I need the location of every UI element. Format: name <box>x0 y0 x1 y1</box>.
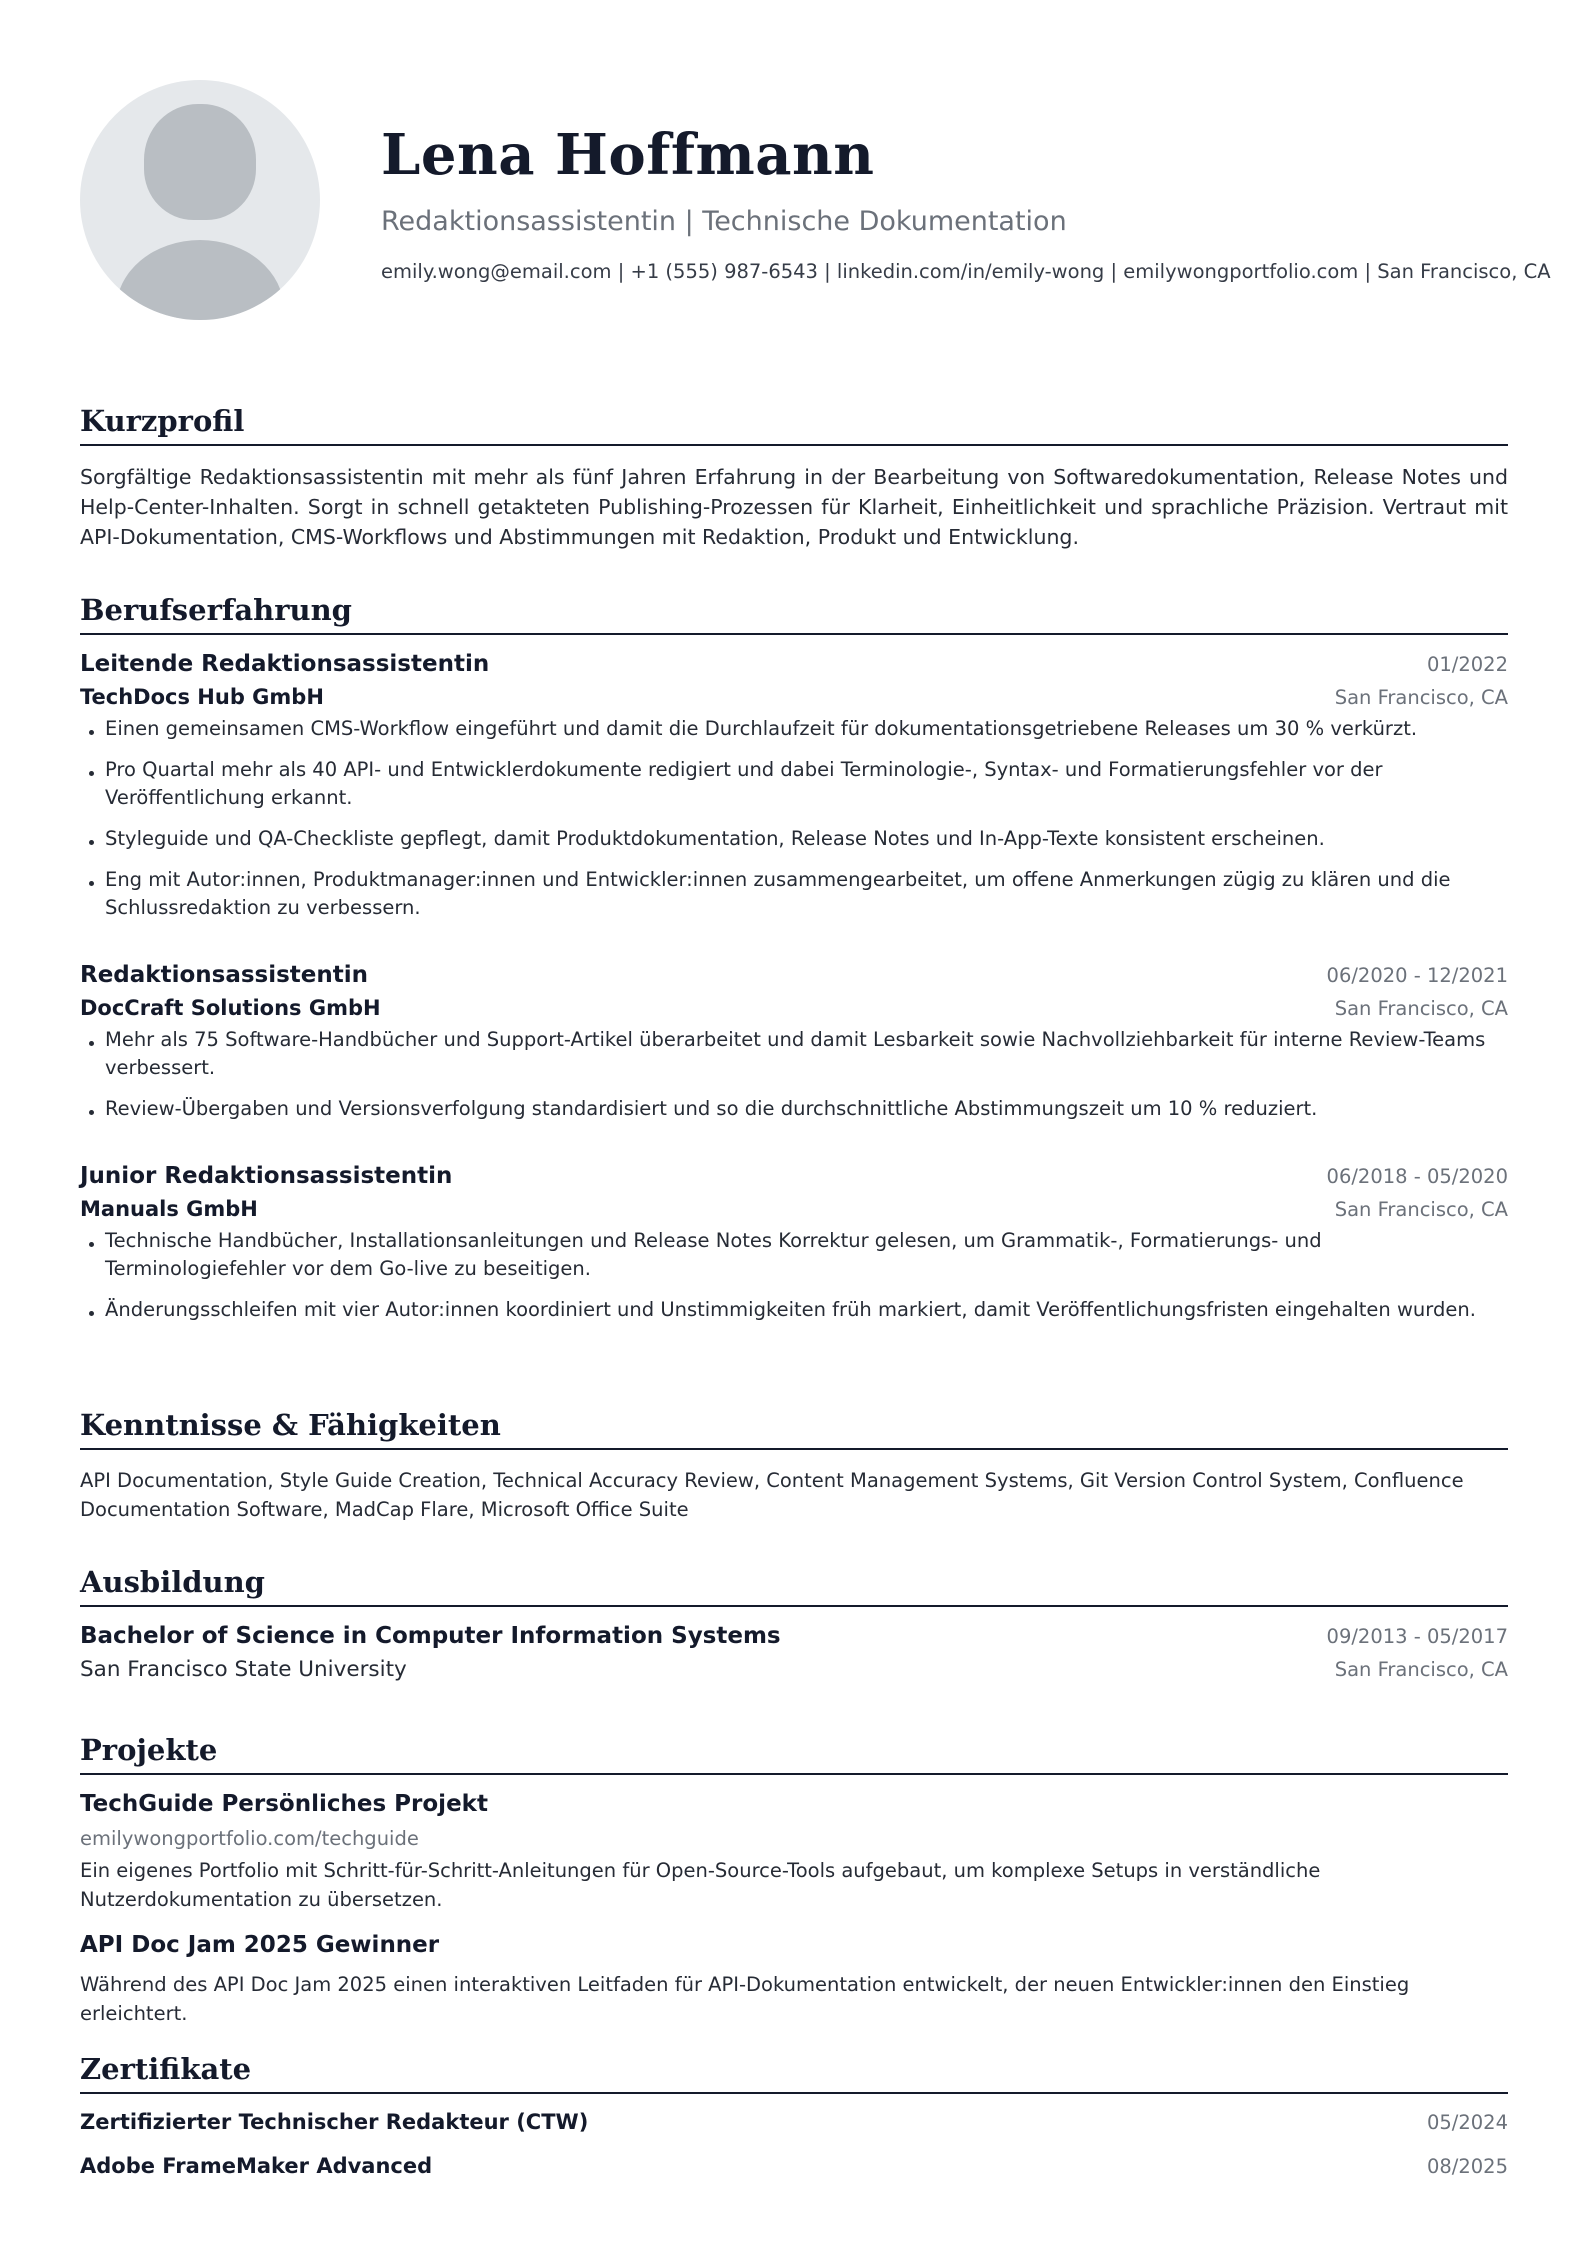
user-silhouette-icon <box>80 80 320 320</box>
job-bullets <box>80 1227 1508 1324</box>
experience-section <box>80 593 1508 1364</box>
project-entry-1 <box>80 1791 1508 1914</box>
job-role: Junior Redaktionsassistentin <box>80 1163 453 1189</box>
candidate-name: Lena Hoffmann <box>381 122 875 188</box>
project-description: Während des API Doc Jam 2025 einen interaktiven Leitfaden für API-Dokumentation entwickelt, der neuen Entwickler:innen den Einstieg erleichtert. <box>80 1973 1410 2025</box>
education-date: 09/2013 - 05/2017 <box>1326 1625 1508 1648</box>
project-link[interactable]: emilywongportfolio.com/techguide <box>80 1827 419 1850</box>
job-bullets <box>80 1026 1508 1123</box>
project-entry-2 <box>80 1932 1508 2028</box>
education-section <box>80 1565 1508 1682</box>
contact-line: emily.wong@email.com | +1 (555) 987-6543 | linkedin.com/in/emily-wong | emilywongportfolio.com | San Francisco, CA <box>381 260 1551 283</box>
projects-heading: Projekte <box>80 1733 1508 1775</box>
job-entry-1 <box>80 651 1508 922</box>
certificate-date: 05/2024 <box>1426 2111 1508 2134</box>
job-bullets <box>80 715 1508 922</box>
certificate-name: Zertifizierter Technischer Redakteur (CTW) <box>80 2110 589 2134</box>
education-school: San Francisco State University <box>80 1657 407 1682</box>
job-bullet: Pro Quartal mehr als 40 API- und Entwicklerdokumente redigiert und dabei Terminologie-, Syntax- und Formatierungsfehler vor der Veröffentlichung erkannt. <box>80 756 1508 812</box>
job-role: Redaktionsassistentin <box>80 962 369 988</box>
job-bullet: Eng mit Autor:innen, Produktmanager:innen und Entwickler:innen zusammengearbeitet, um offene Anmerkungen zügig zu klären und die Schlussredaktion zu verbessern. <box>80 866 1508 922</box>
skills-heading: Kenntnisse & Fähigkeiten <box>80 1408 1508 1450</box>
job-date: 01/2022 <box>1426 653 1508 676</box>
job-company: DocCraft Solutions GmbH <box>80 996 381 1020</box>
job-company: Manuals GmbH <box>80 1197 258 1221</box>
education-location: San Francisco, CA <box>1334 1658 1508 1681</box>
education-heading: Ausbildung <box>80 1565 1508 1607</box>
avatar-head <box>144 104 256 220</box>
job-entry-2 <box>80 962 1508 1123</box>
job-company: TechDocs Hub GmbH <box>80 685 324 709</box>
certificates-section <box>80 2052 1508 2178</box>
projects-section <box>80 1733 1508 2028</box>
job-bullet: Technische Handbücher, Installationsanleitungen und Release Notes Korrektur gelesen, um Grammatik-, Formatierungs- und Terminologiefehler vor dem Go-live zu beseitigen. <box>80 1227 1508 1283</box>
job-bullet: Änderungsschleifen mit vier Autor:innen koordiniert und Unstimmigkeiten früh markiert, damit Veröffentlichungsfristen eingehalten wurden. <box>80 1296 1508 1324</box>
job-date: 06/2020 - 12/2021 <box>1326 964 1508 987</box>
job-bullet: Einen gemeinsamen CMS-Workflow eingeführt und damit die Durchlaufzeit für dokumentationsgetriebene Releases um 30 % verkürzt. <box>80 715 1508 743</box>
job-bullet: Review-Übergaben und Versionsverfolgung standardisiert und so die durchschnittliche Abstimmungszeit um 10 % reduziert. <box>80 1095 1508 1123</box>
summary-section <box>80 404 1508 552</box>
job-location: San Francisco, CA <box>1334 997 1508 1020</box>
skills-section <box>80 1408 1508 1524</box>
job-bullet: Styleguide und QA-Checkliste gepflegt, damit Produktdokumentation, Release Notes und In-App-Texte konsistent erscheinen. <box>80 825 1508 853</box>
certificate-date: 08/2025 <box>1426 2155 1508 2178</box>
job-date: 06/2018 - 05/2020 <box>1326 1165 1508 1188</box>
summary-text: Sorgfältige Redaktionsassistentin mit mehr als fünf Jahren Erfahrung in der Bearbeitung von Softwaredokumentation, Release Notes und Help-Center-Inhalten. Sorgt in schnell getakteten Publishing-Prozessen für Klarheit, Einheitlichkeit und sprachliche Präzision. Vertraut mit API-Dokumentation, CMS-Workflows und Abstimmungen mit Redaktion, Produkt und Entwicklung. <box>80 465 1508 549</box>
education-degree: Bachelor of Science in Computer Information Systems <box>80 1623 781 1649</box>
job-location: San Francisco, CA <box>1334 1198 1508 1221</box>
resume-header <box>80 0 1551 380</box>
certificates-heading: Zertifikate <box>80 2052 1508 2094</box>
skills-text: API Documentation, Style Guide Creation, Technical Accuracy Review, Content Management Systems, Git Version Control System, Confluence Documentation Software, MadCap Flare, Microsoft Office Suite <box>80 1469 1464 1521</box>
job-entry-3 <box>80 1163 1508 1324</box>
project-name: TechGuide Persönliches Projekt <box>80 1791 488 1817</box>
project-description: Ein eigenes Portfolio mit Schritt-für-Schritt-Anleitungen für Open-Source-Tools aufgebaut, um komplexe Setups in verständliche Nutzerdokumentation zu übersetzen. <box>80 1859 1321 1911</box>
project-name: API Doc Jam 2025 Gewinner <box>80 1932 440 1958</box>
certificate-name: Adobe FrameMaker Advanced <box>80 2154 433 2178</box>
job-role: Leitende Redaktionsassistentin <box>80 651 490 677</box>
job-bullet: Mehr als 75 Software-Handbücher und Support-Artikel überarbeitet und damit Lesbarkeit sowie Nachvollziehbarkeit für interne Review-Teams verbessert. <box>80 1026 1508 1082</box>
certificate-entry-1 <box>80 2110 1508 2134</box>
avatar-body <box>116 240 284 320</box>
resume-page <box>80 0 1551 2178</box>
certificate-entry-2 <box>80 2154 1508 2178</box>
candidate-tagline: Redaktionsassistentin | Technische Dokumentation <box>381 206 1067 237</box>
experience-heading: Berufserfahrung <box>80 593 1508 635</box>
job-location: San Francisco, CA <box>1334 686 1508 709</box>
summary-heading: Kurzprofil <box>80 404 1508 446</box>
